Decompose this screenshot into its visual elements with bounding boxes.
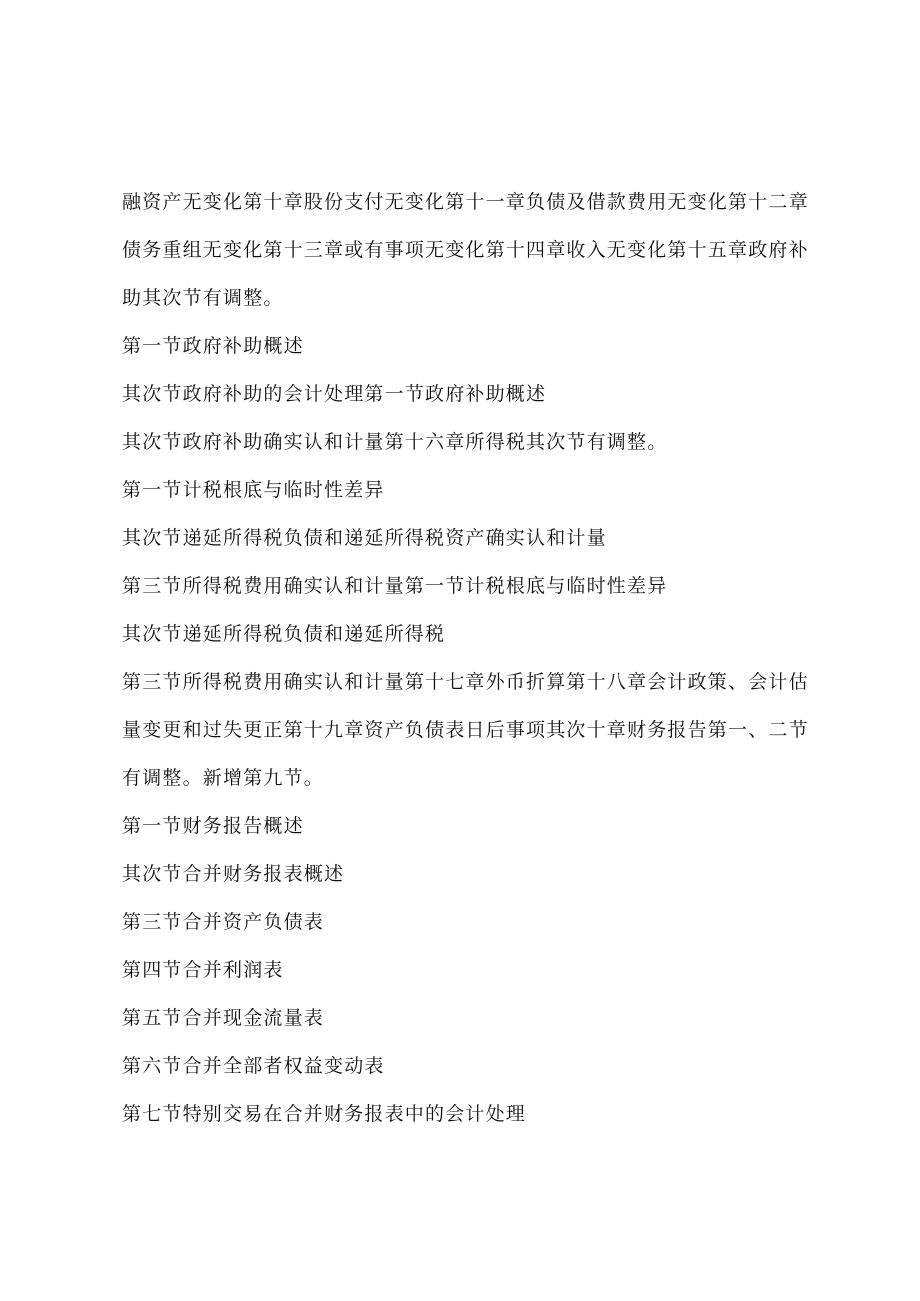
paragraph-section-tax-basis: 第一节计税根底与临时性差异 xyxy=(122,479,385,501)
paragraph-section-deferred-tax-liability: 其次节递延所得税负债和递延所得税 xyxy=(122,623,446,645)
paragraph-section-gov-grant-recognition: 其次节政府补助确实认和计量第十六章所得税其次节有调整。 xyxy=(122,431,668,453)
paragraph-section-consolidated-balance-sheet: 第三节合并资产负债表 xyxy=(122,911,325,933)
paragraph-section-consolidated-income: 第四节合并利润表 xyxy=(122,959,284,981)
paragraph-section-consolidated-cash-flow: 第五节合并现金流量表 xyxy=(122,1007,325,1029)
document-body xyxy=(122,178,812,1138)
paragraph-section-special-transactions: 第七节特别交易在合并财务报表中的会计处理 xyxy=(122,1103,527,1125)
paragraph-section-gov-grant-accounting: 其次节政府补助的会计处理第一节政府补助概述 xyxy=(122,383,547,405)
paragraph-section-tax-expense: 第三节所得税费用确实认和计量第一节计税根底与临时性差异 xyxy=(122,575,668,597)
paragraph-section-gov-grant-overview: 第一节政府补助概述 xyxy=(122,335,304,357)
paragraph-section-consolidated-equity: 第六节合并全部者权益变动表 xyxy=(122,1055,385,1077)
paragraph-section-deferred-tax-recognition: 其次节递延所得税负债和递延所得税资产确实认和计量 xyxy=(122,527,607,549)
paragraph-chapter-summary-1: 融资产无变化第十章股份支付无变化第十一章负债及借款费用无变化第十二章债务重组无变化第十三章或有事项无变化第十四章收入无变化第十五章政府补助其次节有调整。 xyxy=(122,191,809,309)
paragraph-chapter-summary-2: 第三节所得税费用确实认和计量第十七章外币折算第十八章会计政策、会计估量变更和过失更正第十九章资产负债表日后事项其次十章财务报告第一、二节有调整。新增第九节。 xyxy=(122,671,809,789)
paragraph-section-consolidated-overview: 其次节合并财务报表概述 xyxy=(122,863,345,885)
paragraph-section-financial-report-overview: 第一节财务报告概述 xyxy=(122,815,304,837)
